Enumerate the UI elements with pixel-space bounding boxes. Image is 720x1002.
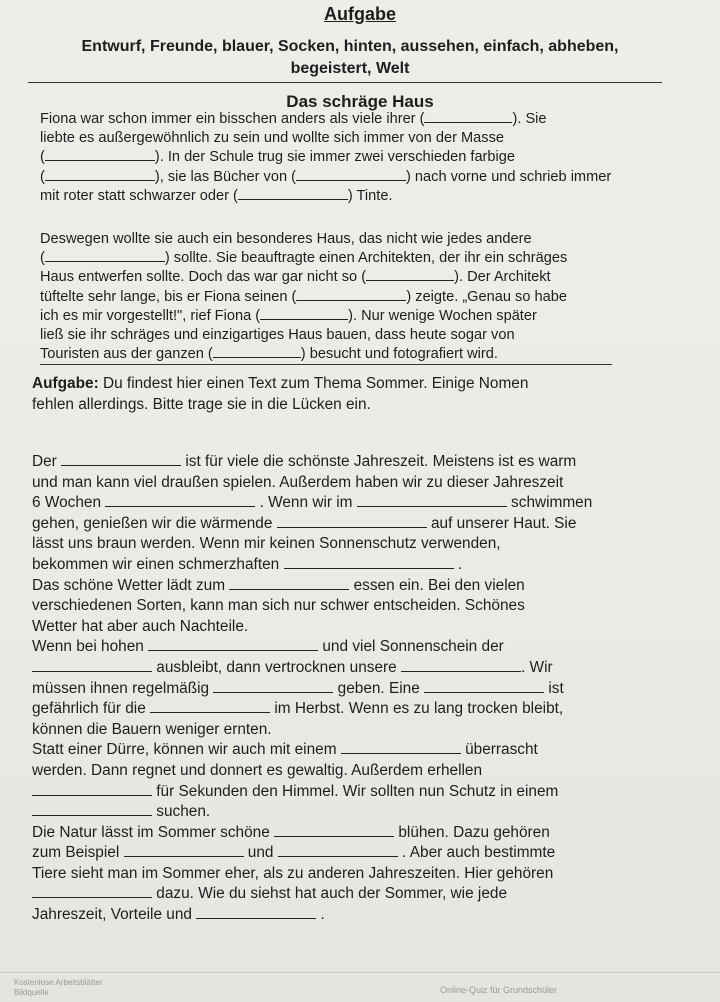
footer-text: Kostenlose Arbeitsblätter bbox=[14, 978, 103, 987]
footer-divider bbox=[0, 972, 720, 973]
page-title: Aufgabe bbox=[324, 4, 396, 24]
story-line: ( ), sie las Bücher von ( ) nach vorne und schrieb immer bbox=[40, 168, 612, 185]
story-line: ( ) sollte. Sie beauftragte einen Architekten, der ihr ein schräges bbox=[40, 250, 568, 267]
summer-line: Wenn bei hohen und viel Sonnenschein der bbox=[32, 638, 504, 656]
blank-field[interactable] bbox=[45, 148, 155, 161]
story-paragraph-2 bbox=[40, 230, 680, 364]
blank-field[interactable] bbox=[366, 268, 454, 281]
summer-line: gehen, genießen wir die wärmende auf unserer Haut. Sie bbox=[32, 514, 577, 532]
blank-field[interactable] bbox=[124, 844, 244, 857]
task-instructions bbox=[32, 374, 684, 415]
blank-field[interactable] bbox=[45, 168, 155, 181]
summer-line: ausbleibt, dann vertrocknen unsere . Wir bbox=[32, 658, 684, 679]
word-bank-line-2: begeistert, Welt bbox=[290, 60, 410, 77]
section-divider bbox=[40, 364, 612, 365]
summer-line: können die Bauern weniger ernten. bbox=[32, 720, 272, 738]
story-paragraph-1 bbox=[40, 110, 680, 206]
story-line: Touristen aus der ganzen ( ) besucht und fotografiert wird. bbox=[40, 346, 498, 363]
blank-field[interactable] bbox=[105, 494, 255, 507]
summer-text bbox=[32, 452, 684, 926]
summer-line: Jahreszeit, Vorteile und . bbox=[32, 906, 325, 924]
blank-field[interactable] bbox=[260, 307, 348, 320]
summer-line: Tiere sieht man im Sommer eher, als zu anderen Jahreszeiten. Hier gehören bbox=[32, 864, 554, 882]
story-line: ließ sie ihr schräges und einzigartiges Haus bauen, dass heute sogar von bbox=[40, 327, 515, 344]
story-line: ( ). In der Schule trug sie immer zwei verschieden farbige bbox=[40, 149, 516, 166]
blank-field[interactable] bbox=[213, 680, 333, 693]
blank-field[interactable] bbox=[296, 288, 406, 301]
footer-text: Bildquelle bbox=[14, 988, 49, 997]
story-line: liebte es außergewöhnlich zu sein und wollte sich immer von der Masse bbox=[40, 130, 504, 147]
story-line: Haus entwerfen sollte. Doch das war gar nicht so ( ). Der Architekt bbox=[40, 269, 551, 286]
summer-line: suchen. bbox=[32, 802, 684, 823]
blank-field[interactable] bbox=[196, 906, 316, 919]
story-line: Deswegen wollte sie auch ein besonderes Haus, das nicht wie jedes andere bbox=[40, 231, 532, 247]
story-line: mit roter statt schwarzer oder ( ) Tinte. bbox=[40, 187, 393, 204]
story-title: Das schräge Haus bbox=[286, 92, 434, 111]
blank-field[interactable] bbox=[341, 741, 461, 754]
blank-field[interactable] bbox=[284, 556, 454, 569]
story-line: ich es mir vorgestellt!", rief Fiona ( ). Nur wenige Wochen später bbox=[40, 307, 537, 324]
footer-site: Online-Quiz für Grundschüler bbox=[440, 985, 558, 995]
word-bank bbox=[30, 36, 670, 80]
blank-field[interactable] bbox=[150, 700, 270, 713]
summer-line: dazu. Wie du siehst hat auch der Sommer, wie jede bbox=[32, 884, 684, 905]
footer-source bbox=[14, 978, 103, 998]
blank-field[interactable] bbox=[357, 494, 507, 507]
blank-field[interactable] bbox=[61, 453, 181, 466]
blank-field[interactable] bbox=[229, 577, 349, 590]
blank-field[interactable] bbox=[32, 659, 152, 672]
blank-field[interactable] bbox=[424, 680, 544, 693]
blank-field[interactable] bbox=[278, 844, 398, 857]
blank-field[interactable] bbox=[277, 515, 427, 528]
blank-field[interactable] bbox=[213, 345, 301, 358]
summer-line: verschiedenen Sorten, kann man sich nur schwer entscheiden. Schönes bbox=[32, 597, 525, 615]
summer-line: lässt uns braun werden. Wenn mir keinen Sonnenschutz verwenden, bbox=[32, 535, 501, 553]
task-label: Aufgabe: bbox=[32, 375, 99, 392]
blank-field[interactable] bbox=[45, 249, 165, 262]
summer-line: bekommen wir einen schmerzhaften . bbox=[32, 555, 463, 573]
blank-field[interactable] bbox=[296, 168, 406, 181]
task-line: fehlen allerdings. Bitte trage sie in die Lücken ein. bbox=[32, 395, 371, 413]
blank-field[interactable] bbox=[32, 885, 152, 898]
blank-field[interactable] bbox=[424, 110, 512, 123]
blank-field[interactable] bbox=[32, 783, 152, 796]
word-bank-divider bbox=[28, 82, 662, 83]
summer-line: 6 Wochen . Wenn wir im schwimmen bbox=[32, 494, 593, 512]
summer-line: Das schöne Wetter lädt zum essen ein. Bei den vielen bbox=[32, 576, 525, 594]
blank-field[interactable] bbox=[148, 638, 318, 651]
story-line: Fiona war schon immer ein bisschen anders als viele ihrer ( ). Sie bbox=[40, 111, 547, 127]
summer-line: zum Beispiel und . Aber auch bestimmte bbox=[32, 844, 556, 862]
summer-line: Statt einer Dürre, können wir auch mit einem überrascht bbox=[32, 741, 538, 759]
summer-line: und man kann viel draußen spielen. Außerdem haben wir zu dieser Jahreszeit bbox=[32, 473, 564, 491]
blank-field[interactable] bbox=[401, 659, 521, 672]
blank-field[interactable] bbox=[238, 187, 348, 200]
blank-field[interactable] bbox=[32, 803, 152, 816]
summer-line: werden. Dann regnet und donnert es gewaltig. Außerdem erhellen bbox=[32, 761, 483, 779]
blank-field[interactable] bbox=[274, 824, 394, 837]
story-line: tüftelte sehr lange, bis er Fiona seinen ( ) zeigte. „Genau so habe bbox=[40, 288, 567, 305]
task-line: Aufgabe: Du findest hier einen Text zum Thema Sommer. Einige Nomen bbox=[32, 375, 529, 392]
summer-line: Wetter hat aber auch Nachteile. bbox=[32, 617, 249, 635]
summer-line: Der ist für viele die schönste Jahreszeit. Meistens ist es warm bbox=[32, 453, 577, 470]
summer-line: Die Natur lässt im Sommer schöne blühen. Dazu gehören bbox=[32, 823, 550, 841]
summer-line: für Sekunden den Himmel. Wir sollten nun Schutz in einem bbox=[32, 782, 684, 803]
summer-line: müssen ihnen regelmäßig geben. Eine ist bbox=[32, 679, 564, 697]
summer-line: gefährlich für die im Herbst. Wenn es zu lang trocken bleibt, bbox=[32, 700, 564, 718]
word-bank-line-1: Entwurf, Freunde, blauer, Socken, hinten, aussehen, einfach, abheben, bbox=[81, 38, 619, 55]
